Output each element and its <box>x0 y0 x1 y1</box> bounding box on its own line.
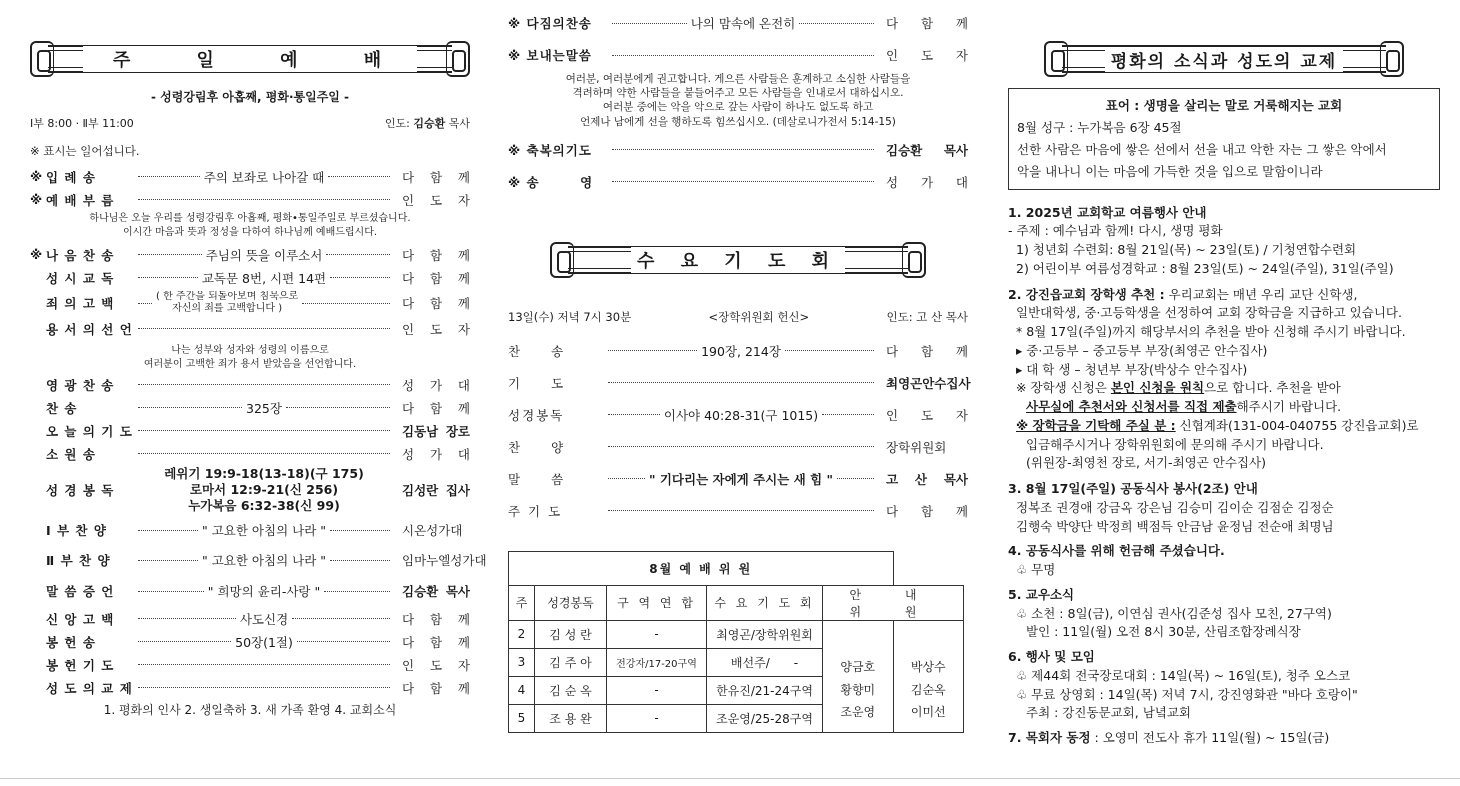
worship-times: Ⅰ부 8:00 · Ⅱ부 11:00 <box>30 117 134 130</box>
duty-table <box>508 551 964 733</box>
wednesday-time: 13일(수) 저녁 7시 30분 <box>508 309 632 324</box>
order-row: ※ 예 배 부 름 인 도 자 <box>30 192 470 208</box>
order-row: 신 앙 고 백 사도신경 다 함 께 <box>46 611 470 627</box>
wednesday-leader: 인도: 고 산 목사 <box>886 309 968 324</box>
worship-leader: 인도: 김승환 목사 <box>384 117 470 130</box>
order-row: 봉 헌 송 50장(1절) 다 함 께 <box>46 634 470 650</box>
standing-note: ※ 표시는 일어섭니다. <box>30 144 140 158</box>
order-row: 말 씀 증 언 " 희망의 윤리-사랑 " 김승환 목사 <box>46 584 470 599</box>
news-5: 5. 교우소식 ♧ 소천 : 8일(금), 이연심 권사(김준성 집사 모친, 27구역) 발인 : 11일(월) 오전 8시 30분, 산림조합장례식장 <box>1008 586 1332 640</box>
duty-row: 4 김 순 옥 - 한유진/21-24구역 <box>509 676 964 704</box>
duty-title: 8월 예 배 위 원 <box>509 551 894 585</box>
order-row: ※ 나 음 찬 송 주님의 뜻을 이루소서 다 함 께 <box>30 247 470 263</box>
order-row: 소 원 송 성 가 대 <box>46 446 470 462</box>
order-row: Ⅰ 부 찬 양 " 고요한 아침의 나라 " 시온성가대 <box>46 523 463 538</box>
order-row: 성 시 교 독 교독문 8번, 시편 14편 다 함 께 <box>46 270 470 286</box>
order-note: 나는 성부와 성자와 성령의 이름으로 여러분이 고백한 죄가 용서 받았음을 선언합니다. <box>143 345 357 370</box>
verse-ref: 8월 성구 : 누가복음 6장 45절 <box>1017 119 1182 135</box>
news-title-banner <box>1044 38 1404 80</box>
motto-box <box>1008 88 1440 190</box>
duty-header: 주 <box>509 585 535 620</box>
verse-line: 선한 사람은 마음에 쌓은 선에서 선을 내고 악한 자는 그 쌓은 악에서 <box>1017 141 1387 157</box>
news-1: 1. 2025년 교회학교 여름행사 안내 - 주제 : 예수님과 함께! 다시, 생명 평화 1) 청년회 수련회: 8월 21일(목) ~ 23일(토) / 기청연합수련회 2) 어린이부 여름성경학교 : 8월 23일(토) ~ 24일(주일), 31일(주일) <box>1008 204 1394 276</box>
wednesday-order <box>508 335 971 527</box>
news-7: 7. 목회자 동정 : 오영미 전도사 휴가 11일(월) ~ 15일(금) <box>1008 730 1330 745</box>
scroll-right-ornament <box>1380 41 1404 77</box>
worship-subtitle: - 성령강림후 아홉째, 평화·통일주일 - <box>150 90 350 104</box>
duty-header: 안 내 위 원 <box>823 585 964 620</box>
news-4: 4. 공동식사를 위해 헌금해 주셨습니다. ♧ 무명 <box>1008 543 1225 577</box>
duty-row: 2 김 성 란 - 최영곤/장학위원회 <box>509 620 964 648</box>
duty-header: 수 요 기 도 회 <box>707 585 823 620</box>
duty-header: 성경봉독 <box>535 585 607 620</box>
wednesday-row: 말 씀 " 기다리는 자에게 주시는 새 힘 " 고 산 목사 <box>508 471 968 487</box>
wednesday-row: 찬 송 190장, 214장 다 함 께 <box>508 343 968 359</box>
sunday-worship-column <box>30 0 487 786</box>
wednesday-title: 수 요 기 도 회 <box>631 247 845 273</box>
scroll-right-ornament <box>902 242 926 278</box>
order-row: 죄 의 고 백 ( 한 주간을 되돌아보며 침묵으로 자신의 죄를 고백합니다 ) 다 함 께 <box>46 291 470 314</box>
blessing-row: ※ 축복의기도 김승환 목사 <box>508 142 968 158</box>
wednesday-row: 찬 양 장학위원회 <box>508 439 947 455</box>
sending-text: 여러분, 여러분에게 권고합니다. 게으른 사람들은 훈계하고 소심한 사람들을 격려하며 약한 사람들을 붙들어주고 모든 사람들을 인내로서 대하십시오. 여러분 중에는 악을 악으로 갚는 사람이 하나도 없도록 하고 언제나 남에게 선을 행하도록 힘쓰십시오. (데살로니가전서 5:14-15) <box>565 73 911 128</box>
wednesday-row: 성경봉독 이사야 40:28-31(구 1015) 인 도 자 <box>508 407 968 423</box>
order-row: 찬 송 325장 다 함 께 <box>46 400 470 416</box>
news-3: 3. 8월 17일(주일) 공동식사 봉사(2조) 안내 정복조 권경애 강금옥 강은님 김승미 김이순 김점순 김정순 김행숙 박양단 박정희 백점득 안금남 윤정님 전순애 최명님 <box>1008 481 1334 534</box>
scripture-row: 성 경 봉 독 레위기 19:9-18(13-18)(구 175) 로마서 12:9-21(신 256) 누가복음 6:32-38(신 99) 김성란 집사 <box>46 465 470 514</box>
wednesday-row: 주 기 도 다 함 께 <box>508 503 968 519</box>
order-row: ※ 입 례 송 주의 보좌로 나아갈 때 다 함 께 <box>30 169 470 185</box>
bottom-divider <box>0 778 1460 779</box>
wednesday-column <box>508 0 971 786</box>
duty-header: 구 역 연 합 <box>607 585 707 620</box>
wednesday-title-banner <box>550 239 926 281</box>
order-row: 용 서 의 선 언 인 도 자 <box>46 321 470 337</box>
news-title: 평화의 소식과 성도의 교제 <box>1105 47 1343 72</box>
wednesday-row: 기 도 최영곤안수집사 <box>508 375 971 391</box>
order-row: Ⅱ 부 찬 양 " 고요한 아침의 나라 " 임마누엘성가대 <box>46 553 487 568</box>
order-row: 성 도 의 교 제 다 함 께 <box>46 680 470 696</box>
verse-line: 악을 내나니 이는 마음에 가득한 것을 입으로 말함이니라 <box>1017 163 1323 179</box>
wednesday-theme: <장학위원회 헌신> <box>708 309 810 324</box>
duty-row: 3 김 주 아 전강자/17-20구역 배선주/ - 양금호 황향미 조운영 박상수 김순옥 이미선 <box>509 648 964 676</box>
order-row: 영 광 찬 송 성 가 대 <box>46 377 470 393</box>
scroll-right-ornament <box>446 41 470 77</box>
order-note: 하나님은 오늘 우리를 성령강림후 아홉째, 평화•통일주일로 부르셨습니다. 이시간 마음과 뜻과 정성을 다하여 하나님께 예배드립시다. <box>89 213 411 238</box>
dedication-row: ※ 다짐의찬송 나의 맘속에 온전히 다 함 께 <box>508 16 968 31</box>
order-row: 오 늘 의 기 도 김동남 장로 <box>46 423 470 439</box>
news-2: 2. 강진읍교회 장학생 추천 : 우리교회는 매년 우리 교단 신학생, 일반대학생, 중·고등학생을 선정하여 교회 장학금을 지급하고 있습니다. * 8월 17일(주일)까지 해당부서의 추천을 받아 신청해 주시기 바랍니다. ▸ 중·고등부 – 중고등부 부장(최영곤 안수집사) ▸ 대 학 생 – 청년부 부장(박상수 안수집사) ※ 장학생 신청은 본인 신청을 원칙으로 합니다. 추천을 받아 사무실에 추천서와 신청서를 직접 제출해주시기 바랍니다. ※ 장학금을 기탁해 주실 분 : 신협계좌(131-004-040755 강진읍교회)로 입금해주시거나 장학위원회에 문의해 주시기 바랍니다. (위원장-최영천 장로, 서기-최영곤 안수집사) <box>1008 286 1419 471</box>
news-6: 6. 행사 및 모임 ♧ 제44회 전국장로대회 : 14일(목) ~ 16일(토), 청주 오스코 ♧ 무료 상영회 : 14일(목) 저녁 7시, 강진영화관 "바다 호랑이" 주최 : 강진동문교회, 남녘교회 <box>1008 649 1358 721</box>
order-row: 봉 헌 기 도 인 도 자 <box>46 657 470 673</box>
motto-title: 표어 : 생명을 살리는 말로 거룩해지는 교회 <box>1105 98 1343 113</box>
worship-title: 주 일 예 배 <box>83 46 417 72</box>
worship-title-banner <box>30 38 470 80</box>
news-column <box>1008 0 1440 786</box>
fellowship-list: 1. 평화의 인사 2. 생일축하 3. 새 가족 환영 4. 교회소식 <box>103 703 397 717</box>
duty-row: 5 조 용 완 - 조운영/25-28구역 <box>509 704 964 732</box>
worship-order <box>30 165 487 718</box>
doxology-row: ※ 송 영 성 가 대 <box>508 174 968 190</box>
sending-row: ※ 보내는말씀 인 도 자 <box>508 48 968 63</box>
